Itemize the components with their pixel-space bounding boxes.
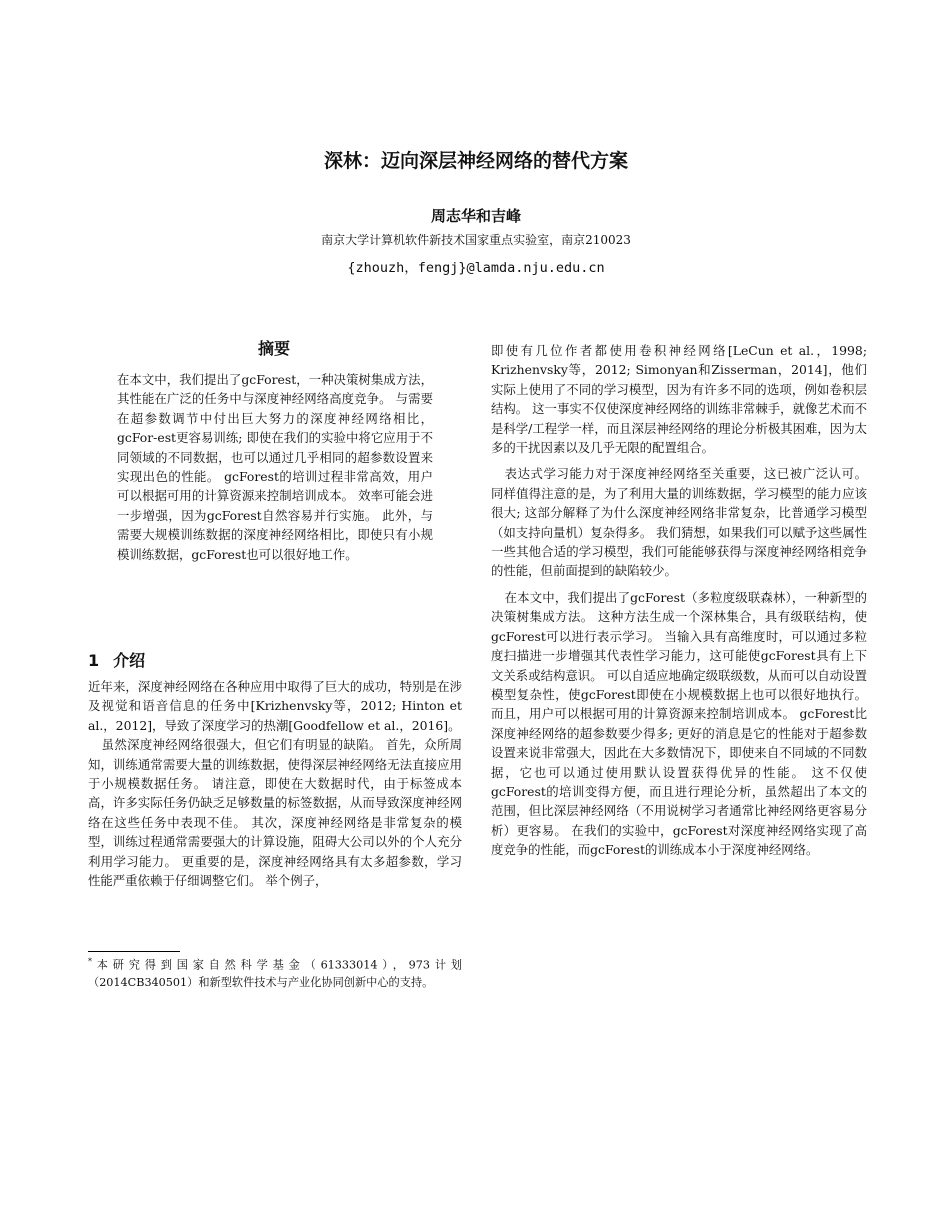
paragraph: 表达式学习能力对于深度神经网络至关重要，这已被广泛认可。 同样值得注意的是，为了利用大量的训练数据，学习模型的能力应该很大; 这部分解释了为什么深度神经网络非常复杂，比普通学习模型（如支持向量机）复杂得多。 我们猜想，如果我们可以赋予这些属性一些其他合适的学习模型，我们可能能够获得与深度神经网络相竞争的性能，但前面提到的缺陷较少。	[491, 466, 867, 579]
footnote-mark: *	[88, 957, 92, 966]
footnote	[88, 953, 462, 992]
section-heading	[88, 648, 145, 671]
paragraph: 即使有几位作者都使用卷积神经网络[LeCun et al.，1998; Krizhenvsky等，2012; Simonyan和Zisserman，2014]，他们实际上使用了不同的学习模型，因为有许多不同的选项，例如卷积层结构。 这一事实不仅使深度神经网络的训练非常棘手，就像艺术而不是科学/工程学一样，而且深层神经网络的理论分析极其困难，因为太多的干扰因素以及几乎无限的配置组合。	[491, 343, 867, 456]
footnote-rule	[88, 951, 180, 952]
abstract-text: 在本文中，我们提出了gcForest，一种决策树集成方法，其性能在广泛的任务中与深度神经网络高度竞争。 与需要在超参数调节中付出巨大努力的深度神经网络相比，gcFor-est更容易训练; 即使在我们的实验中将它应用于不同领域的不同数据，也可以通过几乎相同的超参数设置来实现出色的性能。 gcForest的培训过程非常高效，用户可以根据可用的计算资源来控制培训成本。 效率可能会进一步增强，因为gcForest自然容易并行实施。 此外，与需要大规模训练数据的深度神经网络相比，即使只有小规模训练数据，gcForest也可以很好地工作。	[117, 372, 433, 562]
left-column-body	[88, 677, 462, 890]
paragraph: 虽然深度神经网络很强大，但它们有明显的缺陷。 首先，众所周知，训练通常需要大量的训练数据，使得深层神经网络无法直接应用于小规模数据任务。 请注意，即使在大数据时代，由于标签成本高，许多实际任务仍缺乏足够数量的标签数据，从而导致深度神经网络在这些任务中表现不佳。 其次，深度神经网络是非常复杂的模型，训练过程通常需要强大的计算设施，阻碍大公司以外的个人充分利用学习能力。 更重要的是，深度神经网络具有太多超参数，学习性能严重依赖于仔细调整它们。 举个例子，	[88, 737, 462, 889]
affiliation: 南京大学计算机软件新技术国家重点实验室，南京210023	[321, 233, 631, 247]
footnote-text: 本研究得到国家自然科学基金（61333014），973计划（2014CB340501）和新型软件技术与产业化协同创新中心的支持。	[88, 958, 462, 990]
paragraph: 在本文中，我们提出了gcForest（多粒度级联森林），一种新型的决策树集成方法。 这种方法生成一个深林集合，具有级联结构，使gcForest可以进行表示学习。 当输入具有高维度时，可以通过多粒度扫描进一步增强其代表性学习能力，这可能使gcForest具有上下文关系或结构意识。 可以自适应地确定级联级数，从而可以自动设置模型复杂性，使gcForest即使在小规模数据上也可以很好地执行。 而且，用户可以根据可用的计算资源来控制培训成本。 gcForest比深度神经网络的超参数要少得多; 更好的消息是它的性能对于超参数设置来说非常强大，因此在大多数情况下，即使来自不同域的不同数据，它也可以通过使用默认设置获得优异的性能。 这不仅使gcForest的培训变得方便，而且进行理论分析，虽然超出了本文的范围，但比深层神经网络（不用说树学习者通常比神经网络更容易分析）更容易。 在我们的实验中，gcForest对深度神经网络实现了高度竞争的性能，而gcForest的训练成本小于深度神经网络。	[491, 589, 867, 858]
paragraph: 近年来，深度神经网络在各种应用中取得了巨大的成功，特别是在涉及视觉和语音信息的任务中[Krizhenvsky等，2012; Hinton et al.，2012]，导致了深度学习的热潮[Goodfellow et al.，2016]。	[88, 679, 462, 733]
right-column-body	[491, 341, 867, 860]
email: {zhouzh，fengj}@lamda.nju.edu.cn	[347, 260, 605, 276]
section-number: 1	[88, 651, 100, 670]
section-title: 介绍	[113, 651, 146, 670]
abstract-heading: 摘要	[257, 339, 290, 358]
paper-title: 深林：迈向深层神经网络的替代方案	[323, 150, 628, 172]
authors: 周志华和吉峰	[430, 207, 521, 225]
